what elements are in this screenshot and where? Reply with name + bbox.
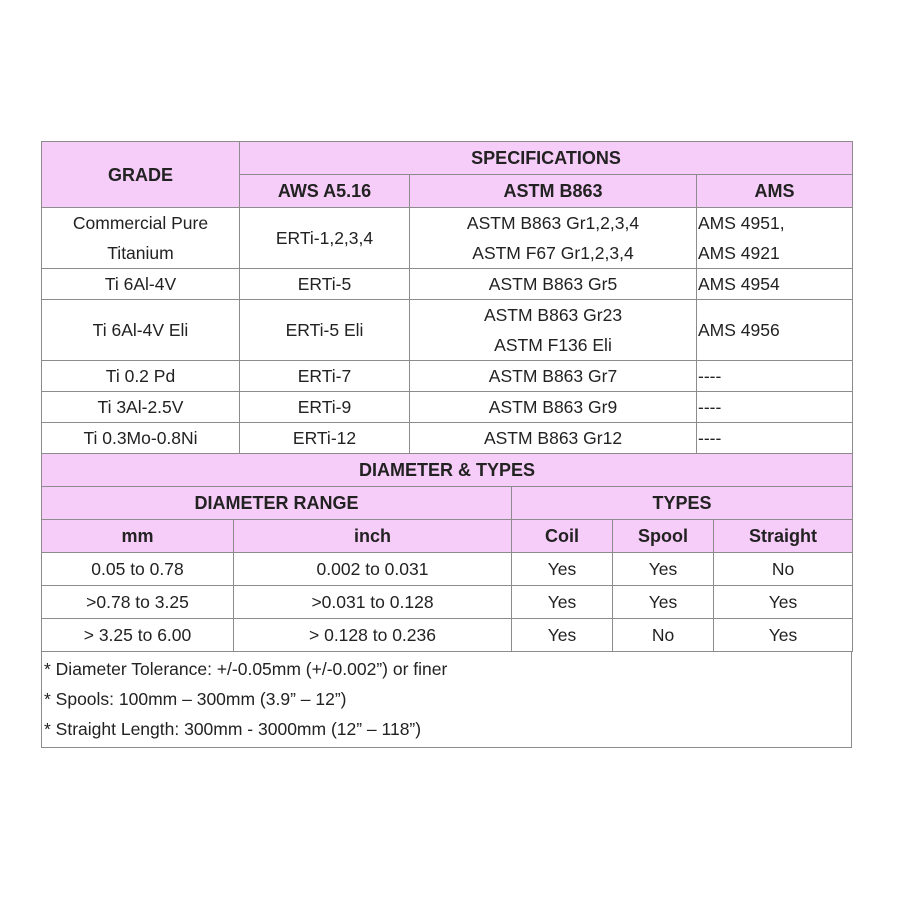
- straight-cell: Yes: [714, 586, 853, 619]
- mm-cell: >0.78 to 3.25: [42, 586, 234, 619]
- table-row: [42, 553, 853, 586]
- coil-cell: Yes: [512, 619, 613, 652]
- aws-cell: ERTi-5: [240, 269, 410, 300]
- mm-header: mm: [42, 520, 234, 553]
- ams-cell: AMS 4954: [697, 269, 853, 300]
- table-row: [42, 586, 853, 619]
- ams-cell: AMS 4956: [697, 300, 853, 361]
- inch-cell: >0.031 to 0.128: [234, 586, 512, 619]
- spool-header: Spool: [613, 520, 714, 553]
- aws-cell: ERTi-9: [240, 392, 410, 423]
- inch-cell: > 0.128 to 0.236: [234, 619, 512, 652]
- table-row: [42, 269, 853, 300]
- notes-box: [41, 652, 852, 748]
- coil-header: Coil: [512, 520, 613, 553]
- table-row: [42, 423, 853, 454]
- grade-cell: Ti 6Al-4V Eli: [42, 300, 240, 361]
- aws-cell: ERTi-7: [240, 361, 410, 392]
- coil-cell: Yes: [512, 586, 613, 619]
- table-row: [42, 619, 853, 652]
- astm-cell: ASTM B863 Gr23 ASTM F136 Eli: [410, 300, 697, 361]
- ams-cell: ----: [697, 361, 853, 392]
- grade-cell: Ti 0.3Mo-0.8Ni: [42, 423, 240, 454]
- diameter-tolerance-note: * Diameter Tolerance: +/-0.05mm (+/-0.002”) or finer: [44, 659, 448, 679]
- ams-header: AMS: [697, 175, 853, 208]
- diameter-types-table: [41, 453, 853, 652]
- specifications-header: SPECIFICATIONS: [240, 142, 853, 175]
- mm-cell: > 3.25 to 6.00: [42, 619, 234, 652]
- specifications-table: [41, 141, 853, 454]
- grade-header: GRADE: [42, 142, 240, 208]
- table-row: [42, 208, 853, 269]
- inch-header: inch: [234, 520, 512, 553]
- spool-cell: Yes: [613, 586, 714, 619]
- table-row: [42, 361, 853, 392]
- spools-note: * Spools: 100mm – 300mm (3.9” – 12”): [44, 689, 347, 709]
- table-row: [42, 300, 853, 361]
- astm-cell: ASTM B863 Gr12: [410, 423, 697, 454]
- grade-cell: Ti 0.2 Pd: [42, 361, 240, 392]
- ams-cell: ----: [697, 423, 853, 454]
- grade-cell: Ti 3Al-2.5V: [42, 392, 240, 423]
- aws-header: AWS A5.16: [240, 175, 410, 208]
- straight-length-note: * Straight Length: 300mm - 3000mm (12” – 118”): [44, 719, 422, 739]
- types-header: TYPES: [512, 487, 853, 520]
- diameter-types-title: DIAMETER & TYPES: [42, 454, 853, 487]
- grade-cell: Ti 6Al-4V: [42, 269, 240, 300]
- aws-cell: ERTi-5 Eli: [240, 300, 410, 361]
- aws-cell: ERTi-12: [240, 423, 410, 454]
- spool-cell: Yes: [613, 553, 714, 586]
- mm-cell: 0.05 to 0.78: [42, 553, 234, 586]
- straight-cell: No: [714, 553, 853, 586]
- spool-cell: No: [613, 619, 714, 652]
- diameter-range-header: DIAMETER RANGE: [42, 487, 512, 520]
- ams-cell: ----: [697, 392, 853, 423]
- inch-cell: 0.002 to 0.031: [234, 553, 512, 586]
- aws-cell: ERTi-1,2,3,4: [240, 208, 410, 269]
- coil-cell: Yes: [512, 553, 613, 586]
- straight-header: Straight: [714, 520, 853, 553]
- titanium-wire-spec-sheet: [41, 141, 852, 748]
- astm-cell: ASTM B863 Gr5: [410, 269, 697, 300]
- astm-cell: ASTM B863 Gr1,2,3,4 ASTM F67 Gr1,2,3,4: [410, 208, 697, 269]
- astm-cell: ASTM B863 Gr7: [410, 361, 697, 392]
- ams-cell: AMS 4951, AMS 4921: [697, 208, 853, 269]
- table-row: [42, 392, 853, 423]
- straight-cell: Yes: [714, 619, 853, 652]
- astm-cell: ASTM B863 Gr9: [410, 392, 697, 423]
- astm-header: ASTM B863: [410, 175, 697, 208]
- grade-cell: Commercial Pure Titanium: [42, 208, 240, 269]
